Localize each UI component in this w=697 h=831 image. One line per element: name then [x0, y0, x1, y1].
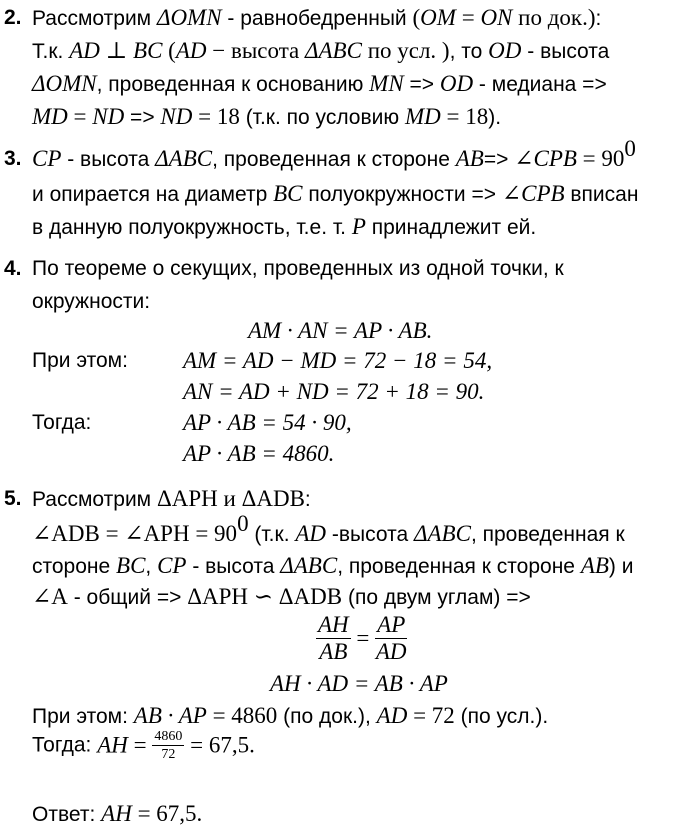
math: AB · AP	[133, 703, 207, 728]
math-roman: по усл. )	[361, 38, 450, 63]
text-line	[32, 70, 607, 98]
text: :	[304, 488, 311, 511]
math: BC	[133, 38, 163, 63]
math-roman: =	[67, 104, 93, 129]
formula	[183, 409, 352, 437]
text: -высота	[326, 523, 414, 546]
text: , проведенная к стороне	[337, 555, 581, 578]
text: принадлежит ей.	[365, 216, 537, 239]
math: AB	[455, 146, 484, 171]
text-line	[32, 37, 609, 65]
text: - равнобедренный	[221, 7, 413, 30]
text: и опирается на диаметр	[32, 183, 274, 206]
math: OD	[439, 71, 474, 96]
label	[32, 347, 128, 375]
math-roman: ∠A	[32, 584, 68, 609]
math-roman: = 67,5.	[131, 801, 203, 826]
text: (по док.),	[277, 705, 377, 728]
text-line	[32, 485, 311, 513]
math: OD	[488, 38, 522, 63]
superscript: 0	[237, 511, 249, 536]
fraction: $\frac{4860}{72}$	[154, 729, 183, 762]
math: AH	[101, 801, 132, 826]
text-line	[32, 552, 633, 580]
text: , проведенная к	[470, 523, 625, 546]
math: ON	[480, 5, 513, 30]
math: ND	[160, 104, 193, 129]
text-line	[32, 702, 548, 730]
math: ΔABC	[413, 521, 471, 546]
math-roman: по док.)	[512, 5, 596, 30]
text: (по двум углам) =>	[342, 586, 531, 609]
text: - высота	[186, 555, 281, 578]
text: - высота	[61, 148, 156, 171]
step-number: 2.	[4, 6, 22, 29]
text: По теореме о секущих, проведенных из одной точки, к	[32, 257, 564, 280]
fraction: $\frac{AH}{AB}$	[318, 612, 349, 664]
answer-line	[32, 800, 202, 828]
text: =>	[483, 148, 515, 171]
text: :	[595, 7, 602, 30]
math: MD	[404, 104, 441, 129]
text: стороне	[32, 555, 117, 578]
text: окружности:	[32, 290, 151, 313]
math-roman: − высота	[206, 38, 305, 63]
text: ,	[145, 555, 158, 578]
math: CP	[32, 146, 62, 171]
math-roman: =	[455, 5, 481, 30]
text: , то	[449, 40, 489, 63]
label	[32, 409, 91, 437]
math: AD	[69, 38, 100, 63]
text-line	[32, 583, 531, 611]
math: ∠CPB	[501, 181, 565, 206]
fraction: $\frac{AP}{AD}$	[375, 612, 407, 664]
math: CP	[157, 553, 187, 578]
text: При этом:	[32, 349, 128, 372]
formula	[183, 440, 334, 468]
math: AP · AB = 54 · 90,	[183, 410, 352, 435]
text-line	[32, 511, 625, 548]
text-line	[32, 180, 638, 208]
math: AN = AD + ND = 72 + 18 = 90.	[183, 379, 485, 404]
math: ΔOMN	[156, 5, 222, 30]
math-roman: (	[412, 5, 421, 30]
math: OM	[420, 5, 456, 30]
step-number: 4.	[4, 257, 22, 280]
math: BC	[116, 553, 146, 578]
math-roman: ⊥	[99, 38, 134, 63]
math-roman: ∠ADB = ∠APH = 90	[32, 521, 238, 546]
math: ND	[92, 104, 125, 129]
text: ).	[488, 106, 502, 129]
text: (по усл.).	[454, 705, 549, 728]
math: AM = AD − MD = 72 − 18 = 54,	[183, 348, 493, 373]
formula	[183, 378, 484, 406]
text: =>	[403, 73, 440, 96]
text-line	[32, 213, 536, 241]
text: полуокружности =>	[302, 183, 502, 206]
text: Т.к.	[32, 40, 70, 63]
step-number: 3.	[4, 147, 22, 170]
math-roman: = 72	[407, 703, 455, 728]
math: AD	[175, 38, 207, 63]
math: AD	[295, 521, 327, 546]
math: ∠CPB	[514, 146, 577, 171]
math-roman: ΔAPH ∽ ΔADB	[187, 584, 343, 609]
math: AH · AD = AB · AP	[270, 671, 448, 696]
math-roman: = 18	[440, 104, 489, 129]
text: , проведенная к стороне	[212, 148, 456, 171]
math-roman: = 4860	[206, 703, 278, 728]
text: Тогда:	[32, 411, 92, 434]
math: BC	[273, 181, 303, 206]
formula	[183, 347, 492, 375]
text: в данную полуокружность, т.е. т.	[32, 216, 352, 239]
proportion-formula: $\frac{AH}{AB}$ = $\frac{AP}{AD}$	[318, 612, 407, 664]
math-roman: ΔAPH и ΔADB	[156, 486, 305, 511]
text: - высота	[521, 40, 610, 63]
text-line	[32, 288, 150, 316]
text-line	[32, 136, 636, 173]
math: MN	[369, 71, 404, 96]
math-roman: = 18	[192, 104, 240, 129]
math: AP · AB = 4860.	[183, 441, 335, 466]
superscript: 0	[624, 136, 636, 161]
text: Рассмотрим	[32, 488, 157, 511]
math-roman: (	[162, 38, 176, 63]
math: P	[351, 214, 366, 239]
text: (т.к.	[248, 523, 296, 546]
math-roman: = 90	[576, 146, 625, 171]
center-formula	[248, 317, 432, 345]
text-line	[32, 255, 564, 283]
step-number: 5.	[4, 487, 22, 510]
math: AB	[580, 553, 609, 578]
text-line	[32, 4, 601, 32]
text: Ответ:	[32, 803, 102, 826]
math: MD	[32, 104, 68, 129]
text: (т.к. по условию	[239, 106, 405, 129]
result-line: Тогда: AH = $\frac{4860}{72}$ = 67,5.	[32, 729, 255, 762]
product-formula	[270, 670, 448, 698]
math: ΔABC	[155, 146, 213, 171]
text: - общий =>	[67, 586, 188, 609]
math: ΔABC	[280, 553, 338, 578]
text: , проведенная к основанию	[96, 73, 370, 96]
text: При этом:	[32, 705, 134, 728]
text: ) и	[608, 555, 634, 578]
text: =>	[124, 106, 161, 129]
text: вписан	[564, 183, 639, 206]
math: ΔABC	[304, 38, 362, 63]
math: AD	[376, 703, 408, 728]
text: - медиана =>	[473, 73, 607, 96]
math: ΔOMN	[32, 71, 97, 96]
text: Рассмотрим	[32, 7, 157, 30]
math: AM · AN = AP · AB.	[248, 318, 433, 343]
text-line	[32, 103, 501, 131]
